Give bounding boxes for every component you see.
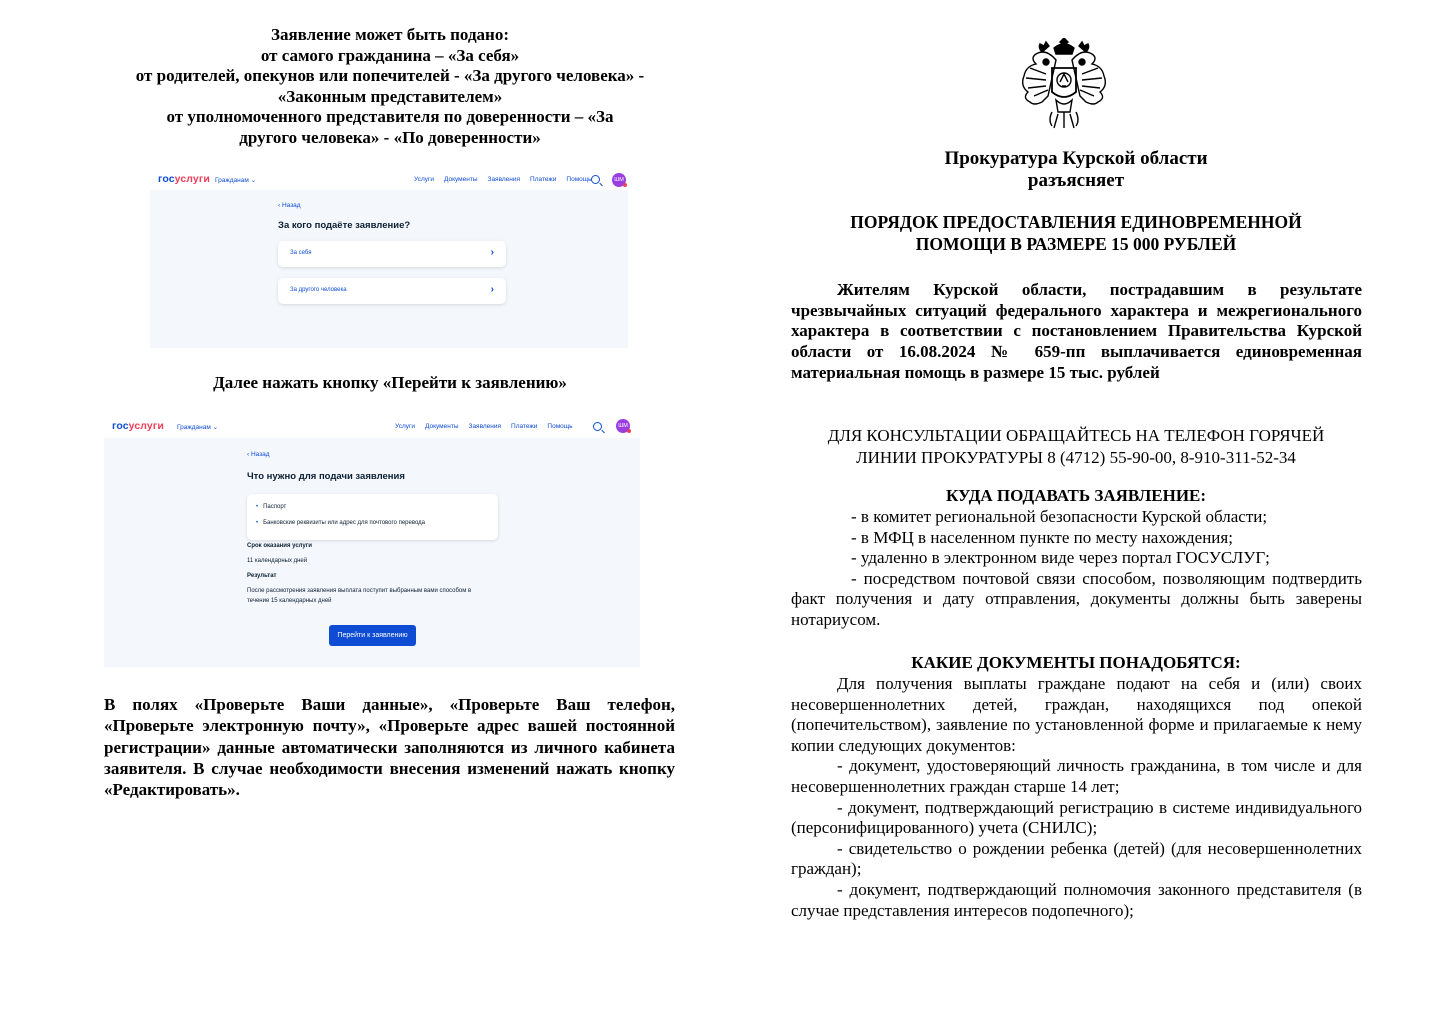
hotline-info (790, 425, 1362, 469)
nav-help[interactable]: Помощь (547, 423, 573, 430)
back-link[interactable]: ‹ Назад (247, 451, 270, 458)
list-item: - свидетельство о рождении ребенка (детей) (для несовершеннолетних граждан); (791, 838, 1362, 879)
requirements-title: Что нужно для подачи заявления (247, 471, 405, 482)
intro-line: от родителей, опекунов или попечителей - «За другого человека» - (135, 66, 645, 86)
nav-help[interactable]: Помощь (566, 176, 592, 183)
nav-services[interactable]: Услуги (395, 423, 415, 430)
gosuslugi-logo: госуслуги (112, 420, 164, 432)
list-item: - удаленно в электронном виде через портал ГОСУСЛУГ; (851, 548, 1270, 568)
nav-applications[interactable]: Заявления (487, 176, 521, 183)
gosuslugi-screenshot-requirements (104, 414, 640, 667)
avatar[interactable]: ШМ (616, 419, 630, 433)
term-value: 11 календарных дней (247, 558, 308, 564)
avatar[interactable]: ШМ (612, 173, 626, 187)
requirements-card (247, 494, 498, 540)
where-to-apply-list (791, 507, 1362, 631)
list-item: - документ, удостоверяющий личность гражданина, в том числе и для несовершеннолетних граждан старше 14 лет; (791, 756, 1362, 796)
prosecutor-office-header (790, 148, 1362, 191)
required-documents-body (791, 674, 1362, 921)
result-text-line: течение 15 календарных дней (247, 598, 332, 604)
coat-of-arms-icon (1016, 38, 1112, 130)
list-item: - документ, подтверждающий регистрацию в системе индивидуального (персонифицированного) учета (СНИЛС); (791, 797, 1362, 838)
role-selector[interactable]: Гражданам ⌄ (177, 424, 219, 431)
office-name: Прокуратура Курской области (944, 148, 1208, 169)
nav-services[interactable]: Услуги (414, 176, 434, 183)
list-item: - документ, подтверждающий полномочия законного представителя (в случае представления интересов подопечного); (791, 879, 1362, 920)
term-label: Срок оказания услуги (247, 543, 312, 549)
go-to-application-button[interactable]: Перейти к заявлению (329, 625, 416, 646)
role-selector[interactable]: Гражданам ⌄ (215, 177, 257, 184)
where-to-apply-heading: КУДА ПОДАВАТЬ ЗАЯВЛЕНИЕ: (945, 486, 1207, 505)
documents-intro: Для получения выплаты граждане подают на себя и (или) своих несовершеннолетних детей, граждан, находящихся под опекой (попечительством), заявление по установленной форме и прилагаемые к нему копии следующих документов: (791, 674, 1362, 755)
office-subtitle: разъясняет (1027, 169, 1125, 191)
instruction-caption: Далее нажать кнопку «Перейти к заявлению» (213, 373, 567, 392)
nav-payments[interactable]: Платежи (511, 423, 538, 430)
result-text-line: После рассмотрения заявления выплата поступит выбранным вами способом в (247, 588, 472, 594)
payment-intro-paragraph: Жителям Курской области, пострадавшим в результате чрезвычайных ситуаций федерального характера и межрегионального характера в соответствии с постановлением Правительства Курской области от 16.08.2024 № 659-пп выплачивается единовременная материальная помощь в размере 15 тыс. рублей (791, 280, 1362, 382)
document-title (790, 212, 1362, 255)
site-nav (395, 423, 583, 430)
application-submission-intro (100, 25, 680, 149)
intro-line: другого человека» - «По доверенности» (239, 127, 541, 147)
gosuslugi-screenshot-who (150, 168, 628, 348)
intro-line: от уполномоченного представителя по доверенности – «За (166, 107, 614, 127)
list-item: • Паспорт (256, 504, 286, 510)
list-item: - в МФЦ в населенном пункте по месту нахождения; (851, 527, 1233, 547)
option-other-label: За другого человека (290, 287, 347, 293)
list-item: - посредством почтовой связи способом, позволяющим подтвердить факт получения и дату отправления, документы должны быть заверены нотариусом. (791, 568, 1362, 629)
result-label: Результат (247, 573, 277, 579)
chevron-right-icon: › (490, 284, 494, 295)
site-nav (414, 176, 602, 183)
back-link[interactable]: ‹ Назад (278, 202, 301, 209)
nav-documents[interactable]: Документы (425, 423, 459, 430)
search-icon[interactable] (591, 175, 600, 184)
list-item: • Банковские реквизиты или адрес для почтового перевода (256, 520, 425, 526)
gosuslugi-logo: госуслуги (158, 173, 210, 185)
nav-applications[interactable]: Заявления (468, 423, 502, 430)
hotline-line: ЛИНИИ ПРОКУРАТУРЫ 8 (4712) 55-90-00, 8-910-311-52-34 (856, 448, 1296, 467)
nav-payments[interactable]: Платежи (530, 176, 557, 183)
required-documents-heading: КАКИЕ ДОКУМЕНТЫ ПОНАДОБЯТСЯ: (911, 653, 1241, 672)
title-line: ПОРЯДОК ПРЕДОСТАВЛЕНИЯ ЕДИНОВРЕМЕННОЙ (850, 212, 1302, 232)
intro-line: от самого гражданина – «За себя» (260, 45, 520, 65)
search-icon[interactable] (593, 422, 602, 431)
intro-line: Заявление может быть подано: (271, 25, 509, 44)
nav-documents[interactable]: Документы (444, 176, 478, 183)
title-line: ПОМОЩИ В РАЗМЕРЕ 15 000 РУБЛЕЙ (915, 233, 1237, 254)
option-self[interactable] (278, 241, 506, 267)
hotline-line: ДЛЯ КОНСУЛЬТАЦИИ ОБРАЩАЙТЕСЬ НА ТЕЛЕФОН ГОРЯЧЕЙ (827, 426, 1325, 445)
option-self-label: За себя (290, 250, 312, 256)
autofill-explanation: В полях «Проверьте Ваши данные», «Проверьте Ваш телефон, «Проверьте электронную почту», «Проверьте адрес вашей постоянной регистрации» данные автоматически заполняются из личного кабинета заявителя. В случае необходимости внесения изменений нажать кнопку «Редактировать». (104, 695, 675, 800)
question-title: За кого подаёте заявление? (278, 220, 411, 231)
list-item: - в комитет региональной безопасности Курской области; (851, 507, 1268, 526)
intro-line: «Законным представителем» (277, 86, 503, 106)
chevron-right-icon: › (490, 247, 494, 258)
option-other-person[interactable] (278, 278, 506, 304)
